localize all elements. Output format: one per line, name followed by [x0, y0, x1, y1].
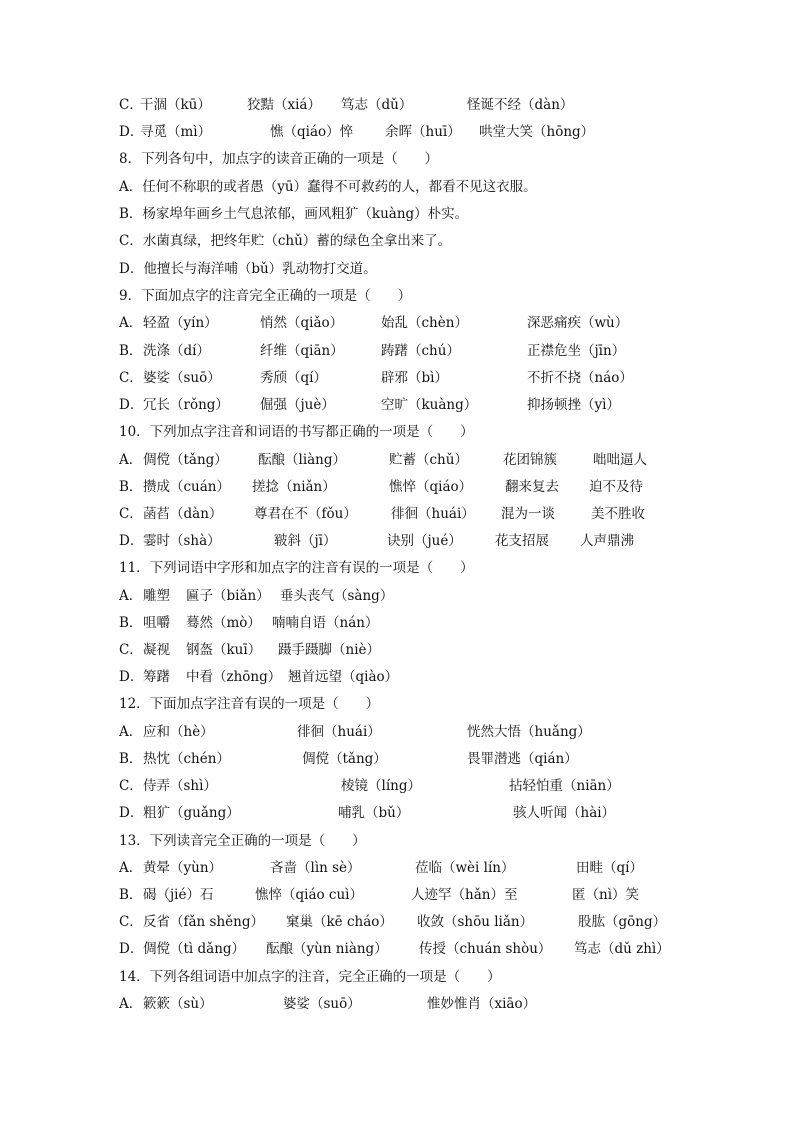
option-item: 人迹罕（hǎn）至 [411, 887, 518, 903]
option-item: 余晖（huī） [385, 124, 461, 140]
option-item: 蓦然（mò） [186, 615, 261, 631]
option-line [119, 748, 679, 770]
question-9-stem: 9．下面加点字的注音完全正确的一项是（ ） [119, 288, 412, 304]
option-line [119, 585, 679, 607]
option-item: 花支招展 [495, 533, 549, 549]
option-item: 悄然（qiǎo） [260, 315, 344, 331]
option-item: 惟妙惟肖（xiāo） [427, 996, 537, 1012]
question-14-stem: 14．下列各组词语中加点字的注音，完全正确的一项是（ ） [119, 969, 501, 985]
option-item: 婆娑（suō） [143, 370, 221, 386]
option-item: 热忱（chén） [143, 751, 230, 767]
option-item: 徘徊（huái） [391, 506, 475, 522]
option-line [119, 721, 679, 743]
option-item: 黄晕（yùn） [143, 860, 223, 876]
option-item: 应和（hè） [143, 724, 214, 740]
option-item: 凝视 [143, 642, 170, 658]
option-item: 憔悴（qiáo cuì） [255, 887, 363, 903]
option-item: 憔悴（qiáo） [389, 479, 473, 495]
option-line [119, 94, 679, 116]
option-label: C． [119, 370, 143, 386]
option-line [119, 857, 679, 879]
option-item: 冗长（rǒng） [143, 397, 229, 413]
option-line [119, 367, 679, 389]
option-item: 徘徊（huái） [297, 724, 381, 740]
option-item: 憔（qiáo）悴 [270, 124, 354, 140]
option-line [119, 476, 679, 498]
option-label: B． [119, 751, 143, 767]
option-label: D． [119, 941, 144, 957]
option-line [119, 530, 679, 552]
option-label: B． [119, 343, 143, 359]
option-label: D． [119, 397, 144, 413]
option-item: 轻盈（yín） [143, 315, 218, 331]
option-item: 莅临（wèi lín） [415, 860, 515, 876]
option-item: 吝啬（lìn sè） [270, 860, 361, 876]
option-item: 花团锦簇 [503, 452, 557, 468]
option-item: 畏罪潜逃（qián） [467, 751, 578, 767]
option-item: 辟邪（bì） [381, 370, 448, 386]
option-item: 棱镜（líng） [341, 778, 421, 794]
option-label: B． [119, 887, 143, 903]
question-8-option-c: C．水菌真绿，把终年贮（chǔ）蓄的绿色全拿出来了。 [119, 233, 452, 249]
option-item: 倜傥（tì dǎng） [143, 941, 246, 957]
option-item: 正襟危坐（jīn） [527, 343, 626, 359]
option-line [119, 884, 679, 906]
option-item: 攒成（cuán） [143, 479, 230, 495]
option-item: 传授（chuán shòu） [419, 941, 552, 957]
option-item: 霎时（shà） [143, 533, 221, 549]
question-10-stem: 10．下列加点字注音和词语的书写都正确的一项是（ ） [119, 424, 474, 440]
option-label: A． [119, 315, 143, 331]
option-item: 翻来复去 [505, 479, 559, 495]
option-item: 田畦（qí） [576, 860, 643, 876]
option-label: C． [119, 506, 143, 522]
option-label: B． [119, 479, 143, 495]
option-item: 恍然大悟（huǎng） [467, 724, 591, 740]
option-line [119, 394, 679, 416]
option-item: 哺乳（bǔ） [338, 805, 410, 821]
option-item: 抑扬顿挫（yì） [527, 397, 620, 413]
option-line [119, 312, 679, 334]
question-8-option-d: D．他擅长与海洋哺（bǔ）乳动物打交道。 [119, 261, 377, 277]
option-label: A． [119, 996, 143, 1012]
option-item: 深恶痛疾（wù） [527, 315, 629, 331]
option-label: C． [119, 914, 143, 930]
option-item: 干涸（kū） [140, 97, 211, 113]
option-label: C． [119, 97, 143, 113]
option-line [119, 449, 679, 471]
option-label: A． [119, 860, 143, 876]
option-item: 匾子（biǎn） [186, 588, 270, 604]
option-item: 中看（zhōng） [186, 669, 282, 685]
option-label: C． [119, 778, 143, 794]
option-item: 咄咄逼人 [593, 452, 647, 468]
option-label: C． [119, 642, 143, 658]
option-item: 婆娑（suō） [283, 996, 361, 1012]
option-item: 收敛（shōu liǎn） [417, 914, 534, 930]
option-label: D． [119, 124, 144, 140]
option-line [119, 340, 679, 362]
option-label: D． [119, 533, 144, 549]
option-line [119, 503, 679, 525]
option-line [119, 639, 679, 661]
question-11-stem: 11．下列词语中字形和加点字的注音有误的一项是（ ） [119, 560, 474, 576]
option-line [119, 993, 679, 1015]
option-item: 寻觅（mì） [140, 124, 212, 140]
option-item: 纤维（qiān） [260, 343, 344, 359]
question-13-stem: 13．下列读音完全正确的一项是（ ） [119, 833, 366, 849]
option-item: 诀别（jué） [387, 533, 462, 549]
option-item: 拈轻怕重（niān） [509, 778, 620, 794]
option-item: 秀颀（qí） [260, 370, 327, 386]
question-12-stem: 12．下面加点字注音有误的一项是（ ） [119, 696, 380, 712]
option-item: 始乱（chèn） [381, 315, 468, 331]
option-item: 倜傥（tǎng） [302, 751, 387, 767]
option-item: 皲斜（jī） [274, 533, 337, 549]
option-item: 酝酿（yùn niàng） [266, 941, 388, 957]
option-item: 倔强（juè） [260, 397, 335, 413]
option-item: 簌簌（sù） [143, 996, 213, 1012]
option-item: 喃喃自语（nán） [272, 615, 379, 631]
option-item: 哄堂大笑（hōng） [479, 124, 595, 140]
option-line [119, 121, 679, 143]
option-label: A． [119, 724, 143, 740]
option-label: D． [119, 669, 144, 685]
option-line [119, 666, 679, 688]
option-line [119, 911, 679, 933]
option-item: 贮蓄（chǔ） [389, 452, 468, 468]
option-item: 怪诞不经（dàn） [467, 97, 574, 113]
option-item: 窠巢（kē cháo） [286, 914, 393, 930]
option-item: 雕塑 [143, 588, 170, 604]
option-item: 粗犷（guǎng） [143, 805, 240, 821]
option-item: 骇人听闻（hài） [513, 805, 616, 821]
question-8-option-b: B．杨家埠年画乡土气息浓郁，画风粗犷（kuàng）朴实。 [119, 206, 469, 222]
option-item: 菡萏（dàn） [143, 506, 223, 522]
option-item: 匿（nì）笑 [572, 887, 640, 903]
option-item: 倜傥（tǎng） [143, 452, 228, 468]
option-item: 笃志（dǔ zhì） [574, 941, 670, 957]
option-item: 翘首远望（qiào） [288, 669, 399, 685]
option-label: A． [119, 588, 143, 604]
option-item: 筹躇 [143, 669, 170, 685]
option-label: B． [119, 615, 143, 631]
option-item: 踌躇（chú） [381, 343, 460, 359]
question-8-stem: 8．下列各句中，加点字的读音正确的一项是（ ） [119, 151, 439, 167]
question-8-option-a: A．任何不称职的或者愚（yū）蠢得不可救药的人，都看不见这衣服。 [119, 179, 537, 195]
option-item: 咀嚼 [143, 615, 170, 631]
option-item: 侍弄（shì） [143, 778, 217, 794]
option-label: D． [119, 805, 144, 821]
option-line [119, 938, 679, 960]
option-item: 美不胜收 [591, 506, 645, 522]
option-label: A． [119, 452, 143, 468]
option-item: 反省（fǎn shěng） [143, 914, 264, 930]
option-item: 空旷（kuàng） [381, 397, 478, 413]
option-item: 洗涤（dí） [143, 343, 210, 359]
option-item: 狡黠（xiá） [247, 97, 321, 113]
option-item: 垂头丧气（sàng） [280, 588, 394, 604]
option-item: 酝酿（liàng） [258, 452, 347, 468]
option-item: 碣（jié）石 [143, 887, 214, 903]
option-item: 钢盔（kuī） [186, 642, 262, 658]
option-item: 搓捻（niǎn） [252, 479, 336, 495]
option-item: 人声鼎沸 [580, 533, 634, 549]
option-item: 笃志（dǔ） [341, 97, 413, 113]
option-item: 蹑手蹑脚（niè） [278, 642, 381, 658]
option-line [119, 612, 679, 634]
option-item: 股肱（gōng） [578, 914, 667, 930]
option-item: 不折不挠（náo） [527, 370, 633, 386]
option-item: 迫不及待 [589, 479, 643, 495]
option-line [119, 775, 679, 797]
option-item: 混为一谈 [501, 506, 555, 522]
option-line [119, 802, 679, 824]
option-item: 尊君在不（fǒu） [254, 506, 357, 522]
